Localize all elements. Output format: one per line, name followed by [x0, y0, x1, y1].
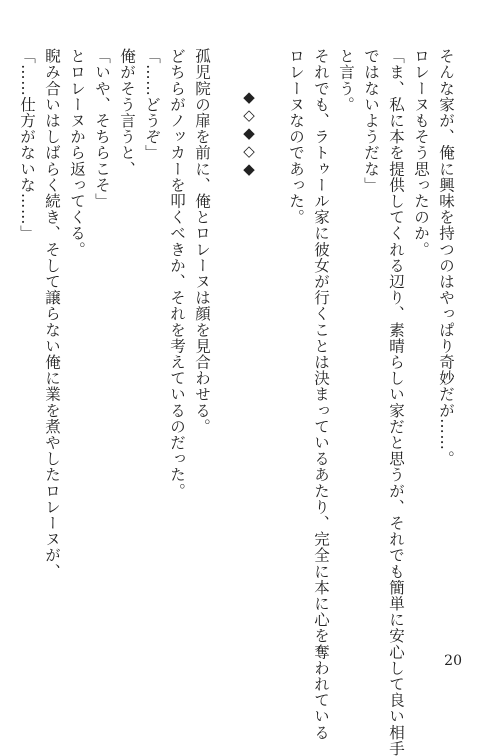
text-line: 「いや、そちらこそ」 [93, 48, 111, 209]
blank-line [214, 48, 236, 49]
text-line: 俺がそう言うと、 [118, 48, 136, 177]
text-line: ではないようだな」 [362, 48, 380, 193]
text-line: 「……どうぞ」 [143, 48, 161, 161]
text-line: どちらがノッカーを叩くべきか、それを考えているのだった。 [168, 48, 186, 499]
text-line: ロレーヌもそう思ったのか。 [412, 48, 430, 258]
text-line: ロレーヌなのであった。 [287, 48, 305, 226]
text-line: そんな家が、俺に興味を持つのはやっぱり奇妙だが……。 [437, 48, 455, 467]
text-line: 睨み合いはしばらく続き、そして譲らない俺に業を煮やしたロレーヌが、 [43, 48, 61, 580]
text-line: 「……仕方がないな……」 [18, 48, 36, 242]
text-line: と言う。 [337, 48, 355, 113]
text-line: とロレーヌから返ってくる。 [68, 48, 86, 258]
text-line: それでも、ラトゥール家に彼女が行くことは決まっているあたり、完全に本に心を奪われている [312, 48, 330, 741]
blank-line [261, 48, 283, 49]
page-number: 20 [444, 653, 462, 669]
text-line: 「ま、私に本を提供してくれる辺り、素晴らしい家だと思うが、それでも簡単に安心して良い相手 [387, 48, 405, 756]
scene-break-ornament: ◆◇◆◇◆ [240, 88, 258, 178]
text-line: 孤児院の扉を前に、俺とロレーヌは顔を見合わせる。 [193, 48, 211, 435]
